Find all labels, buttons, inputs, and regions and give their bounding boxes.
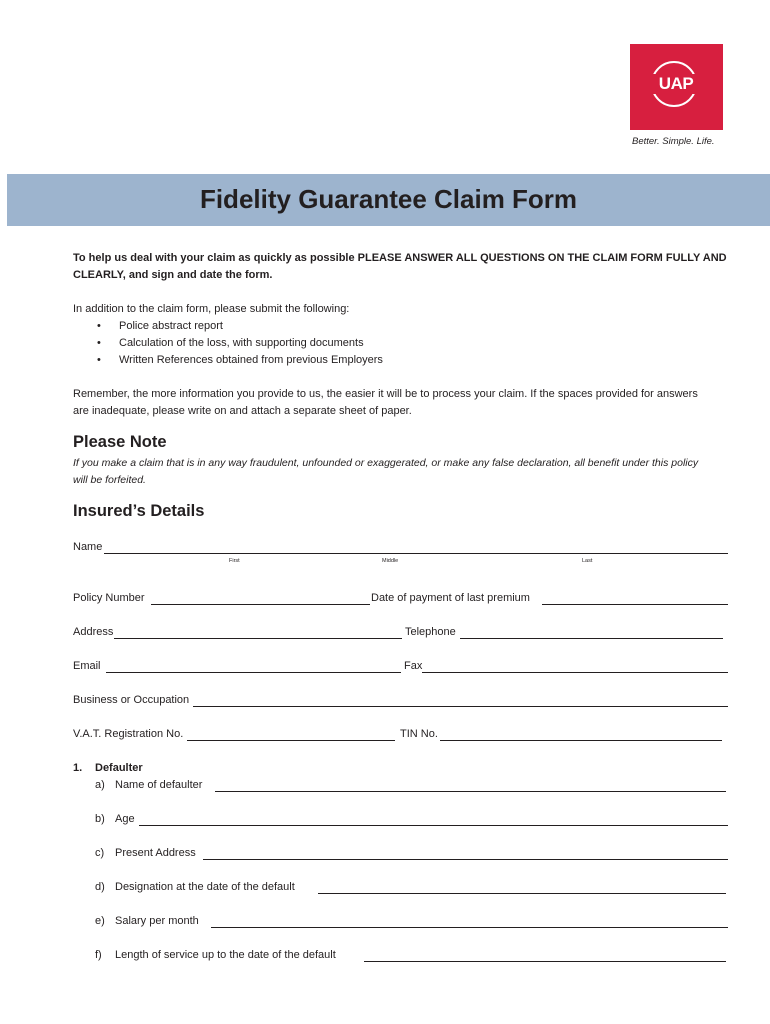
business-label: Business or Occupation bbox=[73, 694, 190, 706]
uap-logo bbox=[630, 44, 723, 130]
intro-line-2: CLEARLY, and sign and date the form. bbox=[73, 269, 273, 281]
submit-lead: In addition to the claim form, please submit the following: bbox=[73, 303, 350, 315]
bullet-text: Written References obtained from previous Employers bbox=[119, 354, 383, 366]
bullet-text: Police abstract report bbox=[119, 320, 223, 332]
telephone-label: Telephone bbox=[405, 626, 456, 638]
tin-label: TIN No. bbox=[400, 728, 438, 740]
fax-field[interactable] bbox=[422, 672, 728, 673]
bullet-icon: • bbox=[97, 320, 101, 332]
name-first-caption: First bbox=[229, 558, 240, 564]
name-field[interactable] bbox=[104, 553, 728, 554]
email-label: Email bbox=[73, 660, 101, 672]
please-note-heading: Please Note bbox=[73, 433, 167, 451]
item-letter: c) bbox=[95, 847, 105, 859]
insured-details-heading: Insured’s Details bbox=[73, 502, 205, 520]
note-line-2: will be forfeited. bbox=[73, 474, 146, 486]
vat-label: V.A.T. Registration No. bbox=[73, 728, 184, 740]
defaulter-address-label: Present Address bbox=[115, 847, 196, 859]
note-line-1: If you make a claim that is in any way fraudulent, unfounded or exaggerated, or make any false declaration, all benefit under this policy bbox=[73, 457, 699, 469]
defaulter-name-field[interactable] bbox=[215, 791, 726, 792]
form-title: Fidelity Guarantee Claim Form bbox=[199, 184, 578, 214]
tin-field[interactable] bbox=[440, 740, 722, 741]
bullet-icon: • bbox=[97, 337, 101, 349]
payment-date-label: Date of payment of last premium bbox=[371, 592, 530, 604]
please-note-text bbox=[73, 455, 738, 489]
item-letter: a) bbox=[95, 779, 105, 791]
defaulter-address-field[interactable] bbox=[203, 859, 728, 860]
defaulter-heading: Defaulter bbox=[95, 762, 143, 774]
address-label: Address bbox=[73, 626, 114, 638]
remember-line-1: Remember, the more information you provide to us, the easier it will be to process your claim. If the spaces provided for answers bbox=[73, 388, 698, 400]
fax-label: Fax bbox=[404, 660, 423, 672]
defaulter-designation-label: Designation at the date of the default bbox=[115, 881, 295, 893]
remember-paragraph bbox=[73, 386, 738, 420]
intro-instructions bbox=[73, 250, 738, 284]
section-number: 1. bbox=[73, 762, 83, 774]
address-field[interactable] bbox=[114, 638, 402, 639]
name-label: Name bbox=[73, 541, 103, 553]
policy-number-label: Policy Number bbox=[73, 592, 145, 604]
name-last-caption: Last bbox=[582, 558, 593, 564]
defaulter-service-label: Length of service up to the date of the default bbox=[115, 949, 336, 961]
business-field[interactable] bbox=[193, 706, 728, 707]
vat-field[interactable] bbox=[187, 740, 395, 741]
defaulter-age-label: Age bbox=[115, 813, 135, 825]
name-middle-caption: Middle bbox=[382, 558, 399, 564]
intro-line-1: To help us deal with your claim as quickly as possible PLEASE ANSWER ALL QUESTIONS ON THE CLAIM FORM FULLY AND bbox=[73, 252, 727, 264]
telephone-field[interactable] bbox=[460, 638, 723, 639]
defaulter-age-field[interactable] bbox=[139, 825, 728, 826]
defaulter-designation-field[interactable] bbox=[318, 893, 726, 894]
defaulter-salary-field[interactable] bbox=[211, 927, 728, 928]
bullet-icon: • bbox=[97, 354, 101, 366]
item-letter: e) bbox=[95, 915, 105, 927]
title-banner bbox=[7, 174, 770, 226]
defaulter-service-field[interactable] bbox=[364, 961, 726, 962]
item-letter: b) bbox=[95, 813, 105, 825]
item-letter: d) bbox=[95, 881, 105, 893]
item-letter: f) bbox=[95, 949, 102, 961]
payment-date-field[interactable] bbox=[542, 604, 728, 605]
defaulter-name-label: Name of defaulter bbox=[115, 779, 203, 791]
logo-tagline: Better. Simple. Life. bbox=[632, 136, 715, 147]
policy-number-field[interactable] bbox=[151, 604, 370, 605]
defaulter-salary-label: Salary per month bbox=[115, 915, 199, 927]
bullet-text: Calculation of the loss, with supporting documents bbox=[119, 337, 364, 349]
remember-line-2: are inadequate, please write on and attach a separate sheet of paper. bbox=[73, 405, 412, 417]
logo-text: UAP bbox=[649, 74, 703, 94]
email-field[interactable] bbox=[106, 672, 401, 673]
